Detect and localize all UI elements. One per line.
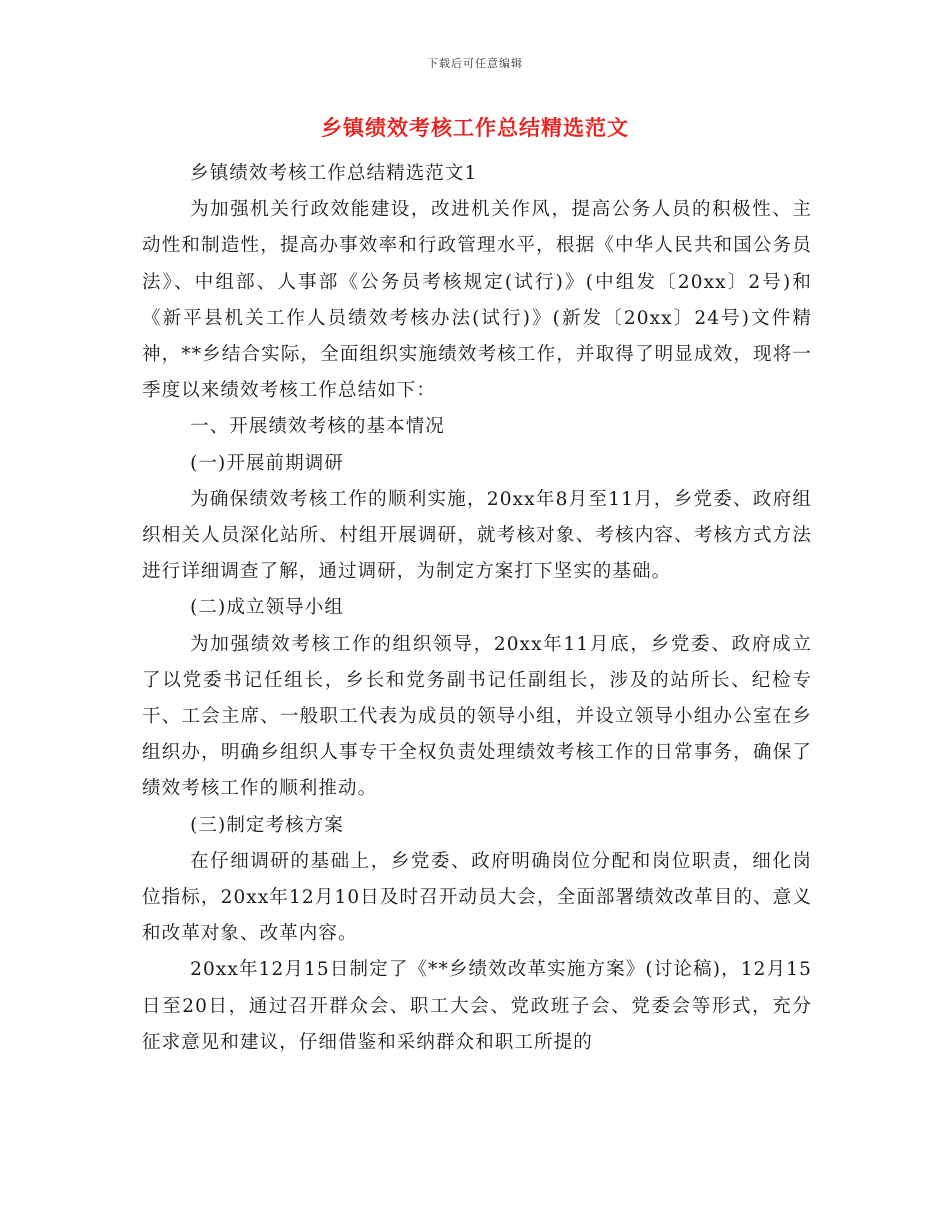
body-paragraph: 在仔细调研的基础上，乡党委、政府明确岗位分配和岗位职责，细化岗位指标，20xx年12月10日及时召开动员大会，全面部署绩效改革目的、意义和改革对象、改革内容。	[142, 850, 812, 945]
subtitle-paragraph: 乡镇绩效考核工作总结精选范文1	[190, 163, 478, 184]
body-paragraph: 为加强绩效考核工作的组织领导，20xx年11月底，乡党委、政府成立了以党委书记任组长，乡长和党务副书记任副组长，涉及的站所长、纪检专干、工会主席、一般职工代表为成员的领导小组，并设立领导小组办公室在乡组织办，明确乡组织人事专干全权负责处理绩效考核工作的日常事务，确保了绩效考核工作的顺利推动。	[142, 633, 812, 800]
section-heading: 一、开展绩效考核的基本情况	[190, 416, 445, 438]
subsection-heading: (二)成立领导小组	[190, 597, 344, 619]
subsection-heading: (三)制定考核方案	[190, 814, 344, 836]
header-note: 下载后可任意编辑	[427, 57, 523, 70]
subsection-heading: (一)开展前期调研	[190, 452, 344, 474]
body-paragraph: 20xx年12月15日制定了《**乡绩效改革实施方案》(讨论稿)，12月15日至20日，通过召开群众会、职工大会、党政班子会、党委会等形式，充分征求意见和建议，仔细借鉴和采纳群众和职工所提的	[142, 959, 812, 1053]
document-title: 乡镇绩效考核工作总结精选范文	[321, 115, 629, 140]
document-body	[142, 156, 812, 1061]
body-paragraph: 为确保绩效考核工作的顺利实施，20xx年8月至11月，乡党委、政府组织相关人员深化站所、村组开展调研，就考核对象、考核内容、考核方式方法进行详细调查了解，通过调研，为制定方案打下坚实的基础。	[142, 488, 812, 583]
body-paragraph: 为加强机关行政效能建设，改进机关作风，提高公务人员的积极性、主动性和制造性，提高办事效率和行政管理水平，根据《中华人民共和国公务员法》、中组部、人事部《公务员考核规定(试行)》(中组发〔20xx〕2号)和《新平县机关工作人员绩效考核办法(试行)》(新发〔20xx〕24号)文件精神，**乡结合实际，全面组织实施绩效考核工作，并取得了明显成效，现将一季度以来绩效考核工作总结如下：	[142, 199, 812, 402]
